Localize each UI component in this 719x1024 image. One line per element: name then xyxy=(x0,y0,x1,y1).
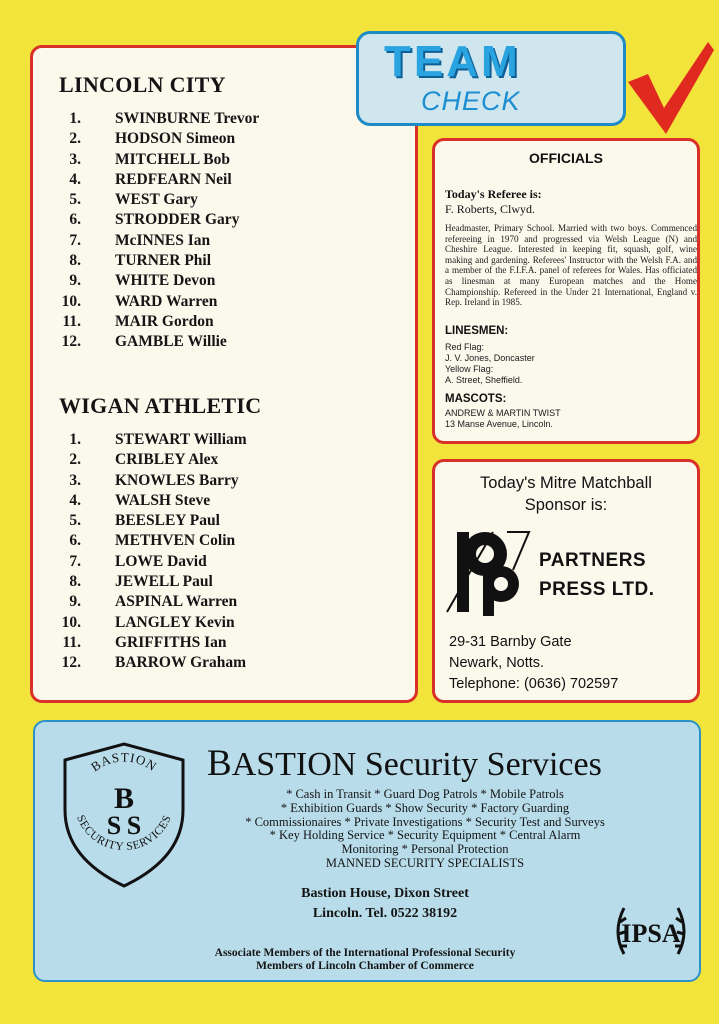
player-row xyxy=(33,511,413,531)
bastion-associations xyxy=(135,947,595,973)
sponsor-company xyxy=(539,546,655,604)
team-name-wigan: WIGAN ATHLETIC xyxy=(59,393,262,418)
player-name: LOWE David xyxy=(115,552,207,570)
yellow-flag-label: Yellow Flag: xyxy=(445,364,494,374)
player-row xyxy=(33,572,413,592)
player-name: WALSH Steve xyxy=(115,491,211,509)
sponsor-company-line1: PARTNERS xyxy=(539,550,647,571)
player-number: 5. xyxy=(69,512,81,530)
service-line: * Commissionaires * Private Investigations * Security Test and Surveys xyxy=(245,814,605,829)
partners-press-logo-icon xyxy=(445,526,535,618)
sponsor-heading-line1: Today's Mitre Matchball xyxy=(480,474,652,492)
bastion-title xyxy=(207,742,602,785)
bastion-title-rest: ASTION xyxy=(231,746,357,783)
player-row xyxy=(33,150,413,170)
player-name: CRIBLEY Alex xyxy=(115,451,219,469)
player-row xyxy=(33,450,413,470)
player-name: STRODDER Gary xyxy=(115,211,240,229)
player-number: 9. xyxy=(69,593,81,611)
player-name: STEWART William xyxy=(115,431,247,448)
team-lists-panel xyxy=(30,45,418,703)
svg-text:S: S xyxy=(126,811,142,840)
svg-text:B: B xyxy=(113,782,135,815)
player-number: 10. xyxy=(61,613,81,631)
bastion-address xyxy=(215,884,555,924)
red-flag-label: Red Flag: xyxy=(445,342,485,352)
service-line: * Key Holding Service * Security Equipment * Central Alarm xyxy=(269,828,581,843)
bastion-assoc-line2: Members of Lincoln Chamber of Commerce xyxy=(256,960,474,972)
svg-text:BASTION xyxy=(88,749,160,774)
matchball-sponsor-panel xyxy=(432,459,700,703)
player-name: GRIFFITHS Ian xyxy=(115,633,227,651)
sponsor-phone: Telephone: (0636) 702597 xyxy=(449,676,619,692)
player-number: 2. xyxy=(69,451,81,469)
team-check-badge xyxy=(356,31,626,126)
team-check-subtitle: CHECK xyxy=(421,86,521,116)
player-name: GAMBLE Willie xyxy=(115,333,227,351)
player-name: JEWELL Paul xyxy=(115,573,213,591)
player-row xyxy=(33,170,413,190)
referee-name: F. Roberts, Clwyd. xyxy=(445,202,536,216)
sponsor-address-line1: 29-31 Barnby Gate xyxy=(449,634,572,650)
player-row xyxy=(33,491,413,511)
sponsor-company-line2: PRESS LTD. xyxy=(539,579,655,600)
player-row xyxy=(33,312,413,332)
bastion-services-list xyxy=(215,788,635,871)
player-name: TURNER Phil xyxy=(115,252,212,270)
player-name: MAIR Gordon xyxy=(115,312,214,330)
ipsa-logo-icon xyxy=(610,892,692,972)
player-row xyxy=(33,592,413,612)
bastion-address-line1: Bastion House, Dixon Street xyxy=(301,886,469,901)
player-name: ASPINAL Warren xyxy=(115,593,238,611)
sponsor-heading xyxy=(435,472,697,516)
player-name: KNOWLES Barry xyxy=(115,471,239,489)
player-number: 7. xyxy=(69,231,81,249)
svg-text:S: S xyxy=(106,811,122,840)
sponsor-address-line2: Newark, Notts. xyxy=(449,655,545,671)
sponsor-address xyxy=(449,632,618,695)
player-number: 1. xyxy=(69,110,81,127)
player-number: 12. xyxy=(61,333,81,351)
player-number: 2. xyxy=(69,130,81,148)
referee-heading: Today's Referee is: xyxy=(445,187,542,201)
service-line: MANNED SECURITY SPECIALISTS xyxy=(325,855,525,870)
player-name: HODSON Simeon xyxy=(115,130,236,148)
player-name: WARD Warren xyxy=(115,292,218,310)
player-row xyxy=(33,430,413,450)
red-flag-name: J. V. Jones, Doncaster xyxy=(445,353,535,363)
officials-panel xyxy=(432,138,700,444)
service-line: * Cash in Transit * Guard Dog Patrols * Mobile Patrols xyxy=(286,787,564,801)
player-row xyxy=(33,552,413,572)
service-line: * Exhibition Guards * Show Security * Factory Guarding xyxy=(280,800,570,815)
officials-title: OFFICIALS xyxy=(529,150,603,166)
player-row xyxy=(33,332,413,352)
player-row xyxy=(33,292,413,312)
player-name: MITCHELL Bob xyxy=(115,150,230,168)
sponsor-heading-line2: Sponsor is: xyxy=(524,496,608,514)
player-name: SWINBURNE Trevor xyxy=(115,110,260,127)
player-number: 10. xyxy=(61,292,81,310)
player-row xyxy=(33,471,413,491)
mascots-names: ANDREW & MARTIN TWIST xyxy=(445,408,561,418)
player-number: 3. xyxy=(69,150,81,168)
player-number: 7. xyxy=(69,552,81,570)
player-number: 8. xyxy=(69,252,81,270)
player-row xyxy=(33,531,413,551)
mascots-address: 13 Manse Avenue, Lincoln. xyxy=(445,419,553,429)
bastion-assoc-line1: Associate Members of the International Professional Security xyxy=(214,947,516,959)
player-row xyxy=(33,653,413,673)
player-number: 8. xyxy=(69,573,81,591)
player-name: McINNES Ian xyxy=(115,231,211,249)
player-row xyxy=(33,190,413,210)
svg-text:SECURITY SERVICES xyxy=(74,813,174,853)
player-row xyxy=(33,231,413,251)
bastion-title-tail: Security Services xyxy=(356,746,602,783)
linesmen-heading: LINESMEN: xyxy=(445,325,509,337)
player-name: WEST Gary xyxy=(115,191,198,209)
referee-bio: Headmaster, Primary School. Married with two boys. Commenced refereeing in 1970 and progressed via Welsh League (N) and Cheshire League. Interested in keeping fit, squash, golf, wine making and gardening. Referees' Instructor with the Welsh F.A. and a member of the F.I.F.A. panel of referees for Wales. Has officiated as linesman at many European matches and the Home Championship. Refereed in the Under 21 International, England v. Rep. Ireland in 1985. xyxy=(445,223,697,308)
shield-bottom-text: SECURITY SERVICES xyxy=(74,813,174,854)
check-mark-icon xyxy=(626,38,716,138)
player-number: 11. xyxy=(62,312,81,330)
player-number: 6. xyxy=(69,211,81,229)
ipsa-logo-text: IPSA xyxy=(621,919,681,948)
bastion-title-initial: B xyxy=(207,743,232,784)
player-name: LANGLEY Kevin xyxy=(115,613,235,631)
bastion-shield-logo-icon xyxy=(55,740,193,890)
player-name: BEESLEY Paul xyxy=(115,512,220,530)
team-name-lincoln: LINCOLN CITY xyxy=(59,72,226,97)
shield-top-text: BASTION xyxy=(87,749,160,775)
player-number: 6. xyxy=(69,532,81,550)
player-number: 4. xyxy=(69,170,81,188)
player-number: 11. xyxy=(62,633,81,651)
mascots-heading: MASCOTS: xyxy=(445,393,507,405)
player-row xyxy=(33,210,413,230)
player-row xyxy=(33,633,413,653)
bastion-address-line2: Lincoln. Tel. 0522 38192 xyxy=(312,906,458,921)
player-name: METHVEN Colin xyxy=(115,532,236,550)
player-row xyxy=(33,613,413,633)
player-name: BARROW Graham xyxy=(115,654,247,672)
player-row xyxy=(33,129,413,149)
player-row xyxy=(33,271,413,291)
player-number: 12. xyxy=(61,654,81,672)
player-number: 5. xyxy=(69,191,81,209)
player-number: 9. xyxy=(69,272,81,290)
service-line: Monitoring * Personal Protection xyxy=(341,842,509,857)
team-check-title: TEAM xyxy=(384,37,521,86)
bastion-security-advert xyxy=(33,720,701,982)
wigan-roster xyxy=(33,430,413,674)
yellow-flag-name: A. Street, Sheffield. xyxy=(445,375,523,385)
player-number: 4. xyxy=(69,491,81,509)
player-row xyxy=(33,251,413,271)
lincoln-roster xyxy=(33,109,413,353)
player-name: WHITE Devon xyxy=(115,272,216,290)
player-number: 1. xyxy=(69,431,81,448)
player-name: REDFEARN Neil xyxy=(115,170,232,188)
player-number: 3. xyxy=(69,471,81,489)
